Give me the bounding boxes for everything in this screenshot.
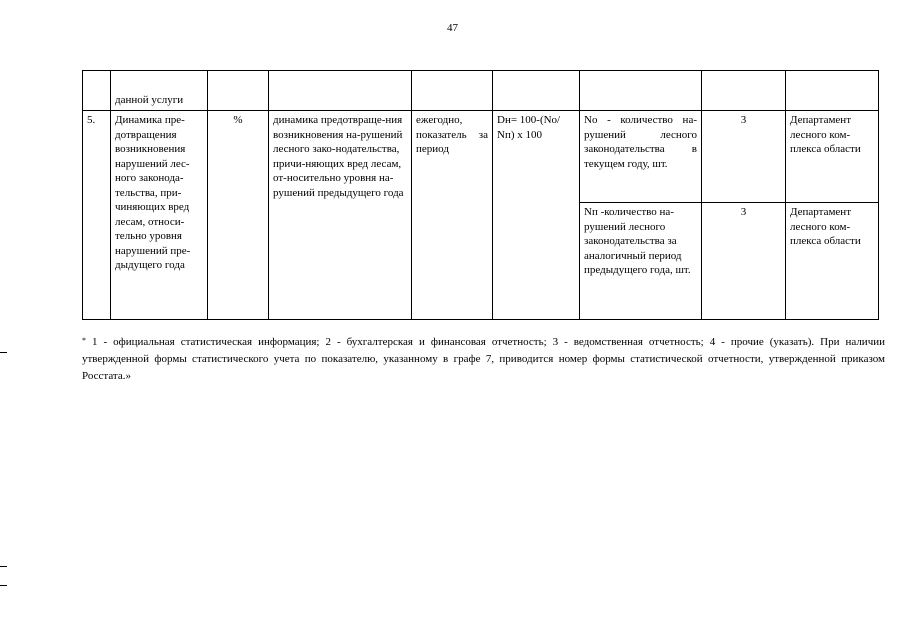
page-number: 47 <box>447 22 458 34</box>
table-cell-continuation: данной услуги <box>111 71 208 111</box>
periodicity-cell: ежегодно, показатель за период <box>412 111 493 320</box>
table-cell <box>83 71 111 111</box>
base-indicator-cell: Nп -количество на-рушений лесного законодательства за аналогичный период предыдущего года, шт. <box>580 203 702 320</box>
source-cell: 3 <box>702 203 786 320</box>
base-indicator-cell: Nо - количество на-рушений лесного законодательства в текущем году, шт. <box>580 111 702 203</box>
formula-cell: Dн= 100-(Nо/ Nп) x 100 <box>493 111 580 320</box>
table-cell <box>580 71 702 111</box>
responsible-cell: Департамент лесного ком-плекса области <box>786 111 879 203</box>
footnote <box>82 334 885 385</box>
margin-mark <box>0 352 7 353</box>
table-cell <box>702 71 786 111</box>
indicators-table <box>82 70 879 320</box>
table-cell <box>208 71 269 111</box>
table-cell <box>269 71 412 111</box>
footnote-text: 1 - официальная статистическая информация; 2 - бухгалтерская и финансовая отчетность; 3 - ведомственная отчетность; 4 - прочие (указать). При наличии утвержденной формы статистического учета по показателю, указанному в графе 7, приводится номер формы статистической отчетности, утвержденной приказом Росстата.» <box>82 336 885 382</box>
unit-cell: % <box>208 111 269 320</box>
table-row-continuation <box>83 71 879 111</box>
margin-mark <box>0 585 7 586</box>
table-cell <box>493 71 580 111</box>
definition-cell: динамика предотвраще-ния возникновения на-рушений лесного зако-нодательства, причи-няющих вред лесам, от-носительно уровня на-рушений предыдущего года <box>269 111 412 320</box>
margin-mark <box>0 566 7 567</box>
row-index-cell: 5. <box>83 111 111 320</box>
responsible-cell: Департамент лесного ком-плекса области <box>786 203 879 320</box>
table-cell <box>412 71 493 111</box>
source-cell: 3 <box>702 111 786 203</box>
table-cell <box>786 71 879 111</box>
indicator-name-cell: Динамика пре-дотвращения возникновения нарушений лес-ного законода-тельства, при-чиняющих вред лесам, относи-тельно уровня нарушений пре-дыдущего года <box>111 111 208 320</box>
table-row <box>83 111 879 203</box>
footnote-marker: * <box>82 336 86 345</box>
